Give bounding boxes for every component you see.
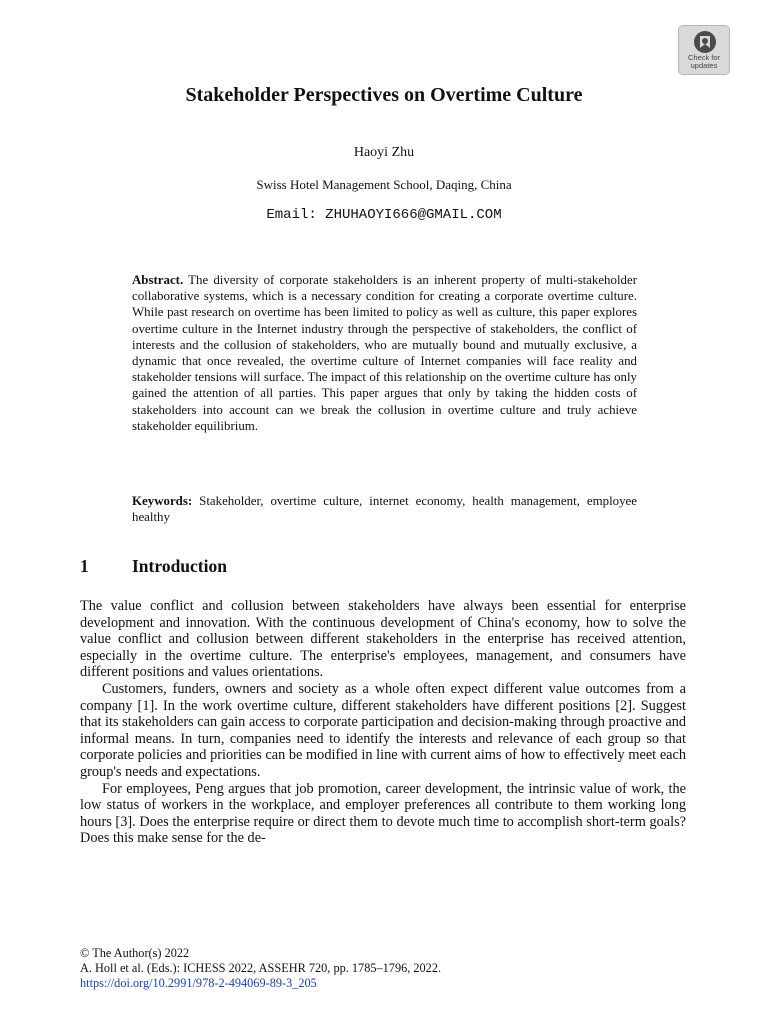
badge-label: Check for updates [687, 53, 721, 70]
doi-link[interactable]: https://doi.org/10.2991/978-2-494069-89-3_205 [80, 976, 317, 990]
author-affiliation: Swiss Hotel Management School, Daqing, China [256, 177, 512, 192]
abstract-text: The diversity of corporate stakeholders is an inherent property of multi-stakeholder collaborative systems, which is a necessary condition for creating a corporate overtime culture. While past research on overtime has been limited to policy as well as culture, this paper explores overtime culture in the Internet industry through the perspective of stakeholders, the conflict of interests and the collusion of stakeholders, who are mutually bound and mutually exclusive, a dynamic that once revealed, the overtime culture of Internet companies will face reality and stakeholder tensions will surface. The impact of this relationship on the overtime culture has only gained the attention of all parties. This paper argues that only by taking the hidden costs of stakeholders into account can we break the collusion in overtime culture and truly achieve stakeholder equilibrium. [132, 273, 637, 433]
author-email: Email: ZHUHAOYI666@GMAIL.COM [266, 207, 502, 223]
copyright-notice: © The Author(s) 2022 [80, 946, 190, 960]
keywords-text: Stakeholder, overtime culture, internet economy, health management, employee healthy [132, 494, 637, 525]
section-number: 1 [80, 556, 89, 576]
abstract-label: Abstract. [132, 273, 184, 287]
check-for-updates-badge[interactable] [678, 25, 730, 75]
citation-line: A. Holl et al. (Eds.): ICHESS 2022, ASSEHR 720, pp. 1785–1796, 2022. [80, 961, 442, 975]
introduction-body [80, 598, 686, 847]
paragraph: Customers, funders, owners and society as a whole often expect different value outcomes from a company [1]. In the work overtime culture, different stakeholders have different positions [2]. Suggest that its stakeholders can gain access to corporate participation and decision-making through proactive and informal means. In turn, companies need to identify the interests and relevance of each group so that corporate policies and priorities can be modified in line with current aims of how to effectively meet each group's needs and expectations. [80, 680, 686, 780]
section-title: Introduction [132, 556, 227, 576]
section-heading-introduction [80, 555, 227, 577]
paper-title: Stakeholder Perspectives on Overtime Culture [185, 84, 583, 106]
keywords-label: Keywords: [132, 494, 193, 508]
keywords [132, 493, 637, 525]
check-for-updates-icon [693, 30, 717, 54]
footer [80, 946, 441, 991]
paragraph: The value conflict and collusion between stakeholders have always been essential for enterprise development and innovation. With the continuous development of China's economy, how to solve the value conflict and collusion between different stakeholders in the enterprise has received attention, especially in the overtime culture. The enterprise's employees, management, and consumers have different positions and values orientations. [80, 598, 686, 681]
paragraph: For employees, Peng argues that job promotion, career development, the intrinsic value of work, the low status of workers in the workplace, and employer preferences all contribute to them working long hours [3]. Does the enterprise require or direct them to devote much time to accomplish short-term goals? Does this make sense for the de- [80, 780, 686, 847]
abstract [132, 272, 637, 434]
author-name: Haoyi Zhu [353, 145, 415, 160]
